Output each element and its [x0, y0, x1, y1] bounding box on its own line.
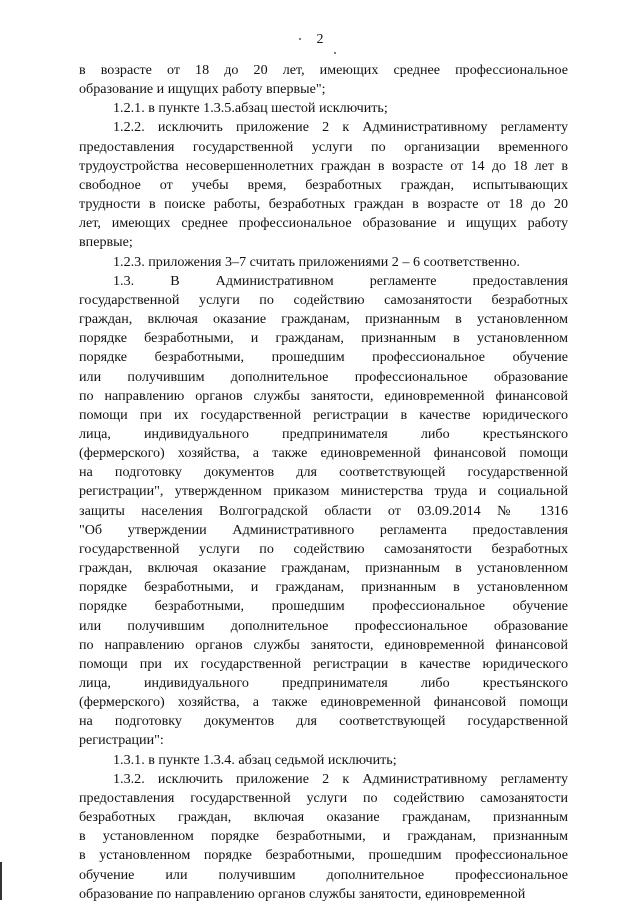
- text-line: (фермерского) хозяйства, а также единовременной финансовой помощи: [79, 445, 568, 462]
- text-line: порядке безработными, прошедшим профессиональное обучение: [79, 598, 568, 615]
- text-line: по направлению органов службы занятости, единовременной финансовой: [79, 387, 568, 404]
- text-line: в установленном порядке безработными, и гражданам, признанным: [79, 828, 568, 845]
- text-line: регистрации", утвержденном приказом министерства труда и социальной: [79, 483, 568, 500]
- text-line: государственной услуги по содействию самозанятости безработных: [79, 291, 568, 308]
- paragraph: [79, 61, 568, 99]
- text-line: обучение или получившим дополнительное профессиональное: [79, 866, 568, 883]
- text-line: 1.3.1. в пункте 1.3.4. абзац седьмой исключить;: [113, 751, 397, 768]
- text-line: граждан, включая оказание гражданам, признанным в установленном: [79, 560, 568, 577]
- text-line: или получившим дополнительное профессиональное образование: [79, 368, 568, 385]
- text-line: помощи при их государственной регистрации в качестве юридического: [79, 655, 568, 672]
- text-line: лица, индивидуального предпринимателя либо крестьянского: [79, 675, 568, 691]
- text-line: порядке безработными, прошедшим профессиональное обучение: [79, 349, 568, 366]
- text-line: порядке безработными, и гражданам, признанным в установленном: [79, 330, 568, 347]
- text-line: предоставления государственной услуги по содействию самозанятости: [79, 789, 568, 806]
- text-line: 1.3.2. исключить приложение 2 к Административному регламенту: [113, 770, 568, 787]
- text-line: трудоустройства несовершеннолетних граждан в возрасте от 14 до 18 лет в: [79, 157, 568, 174]
- text-line: на подготовку документов для соответствующей государственной: [79, 713, 568, 730]
- text-line: или получившим дополнительное профессиональное образование: [79, 617, 568, 634]
- text-line: в установленном порядке безработными, прошедшим профессиональное: [79, 847, 568, 864]
- paragraph: [79, 118, 568, 252]
- text-line: 1.2.1. в пункте 1.3.5.абзац шестой исключить;: [113, 100, 388, 117]
- text-line: безработных граждан, включая оказание гражданам, признанным: [79, 809, 568, 826]
- page-number: 2: [316, 32, 324, 47]
- paragraph: [79, 751, 568, 770]
- text-line: порядке безработными, и гражданам, признанным в установленном: [79, 579, 568, 596]
- paragraph: [79, 253, 568, 272]
- scan-speck: [299, 38, 301, 40]
- paragraph: [79, 770, 568, 904]
- scan-edge-mark: [0, 862, 2, 900]
- text-line: предоставления государственной услуги по организации временного: [79, 138, 568, 155]
- text-line: 1.2.3. приложения 3–7 считать приложениями 2 – 6 соответственно.: [113, 253, 520, 270]
- text-line: образование и ищущих работу впервые";: [79, 81, 326, 98]
- text-line: (фермерского) хозяйства, а также единовременной финансовой помощи: [79, 694, 568, 711]
- text-line: свободное от учебы время, безработных граждан, испытывающих: [79, 176, 568, 193]
- paragraph: [79, 99, 568, 118]
- text-line: помощи при их государственной регистрации в качестве юридического: [79, 406, 568, 423]
- text-line: граждан, включая оказание гражданам, признанным в установленном: [79, 311, 568, 328]
- text-line: лица, индивидуального предпринимателя либо крестьянского: [79, 425, 568, 442]
- paragraph: [79, 272, 568, 751]
- text-line: 1.3. В Административном регламенте предоставления: [113, 272, 568, 289]
- text-line: на подготовку документов для соответствующей государственной: [79, 464, 568, 481]
- text-line: образование по направлению органов службы занятости, единовременной: [79, 885, 526, 902]
- text-line: лет, имеющих среднее профессиональное образование и ищущих работу: [79, 215, 568, 232]
- text-line: в возрасте от 18 до 20 лет, имеющих среднее профессиональное: [79, 62, 568, 78]
- text-line: защиты населения Волгоградской области от 03.09.2014 № 1316: [79, 502, 568, 519]
- document-body: [79, 61, 568, 904]
- text-line: трудности в поиске работы, безработных граждан в возрасте от 18 до 20: [79, 196, 568, 213]
- text-line: впервые;: [79, 234, 133, 251]
- text-line: регистрации":: [79, 732, 164, 749]
- scan-speck: [334, 52, 336, 54]
- text-line: "Об утверждении Административного регламента предоставления: [79, 521, 568, 538]
- text-line: по направлению органов службы занятости, единовременной финансовой: [79, 636, 568, 653]
- text-line: 1.2.2. исключить приложение 2 к Административному регламенту: [113, 119, 568, 136]
- text-line: государственной услуги по содействию самозанятости безработных: [79, 540, 568, 557]
